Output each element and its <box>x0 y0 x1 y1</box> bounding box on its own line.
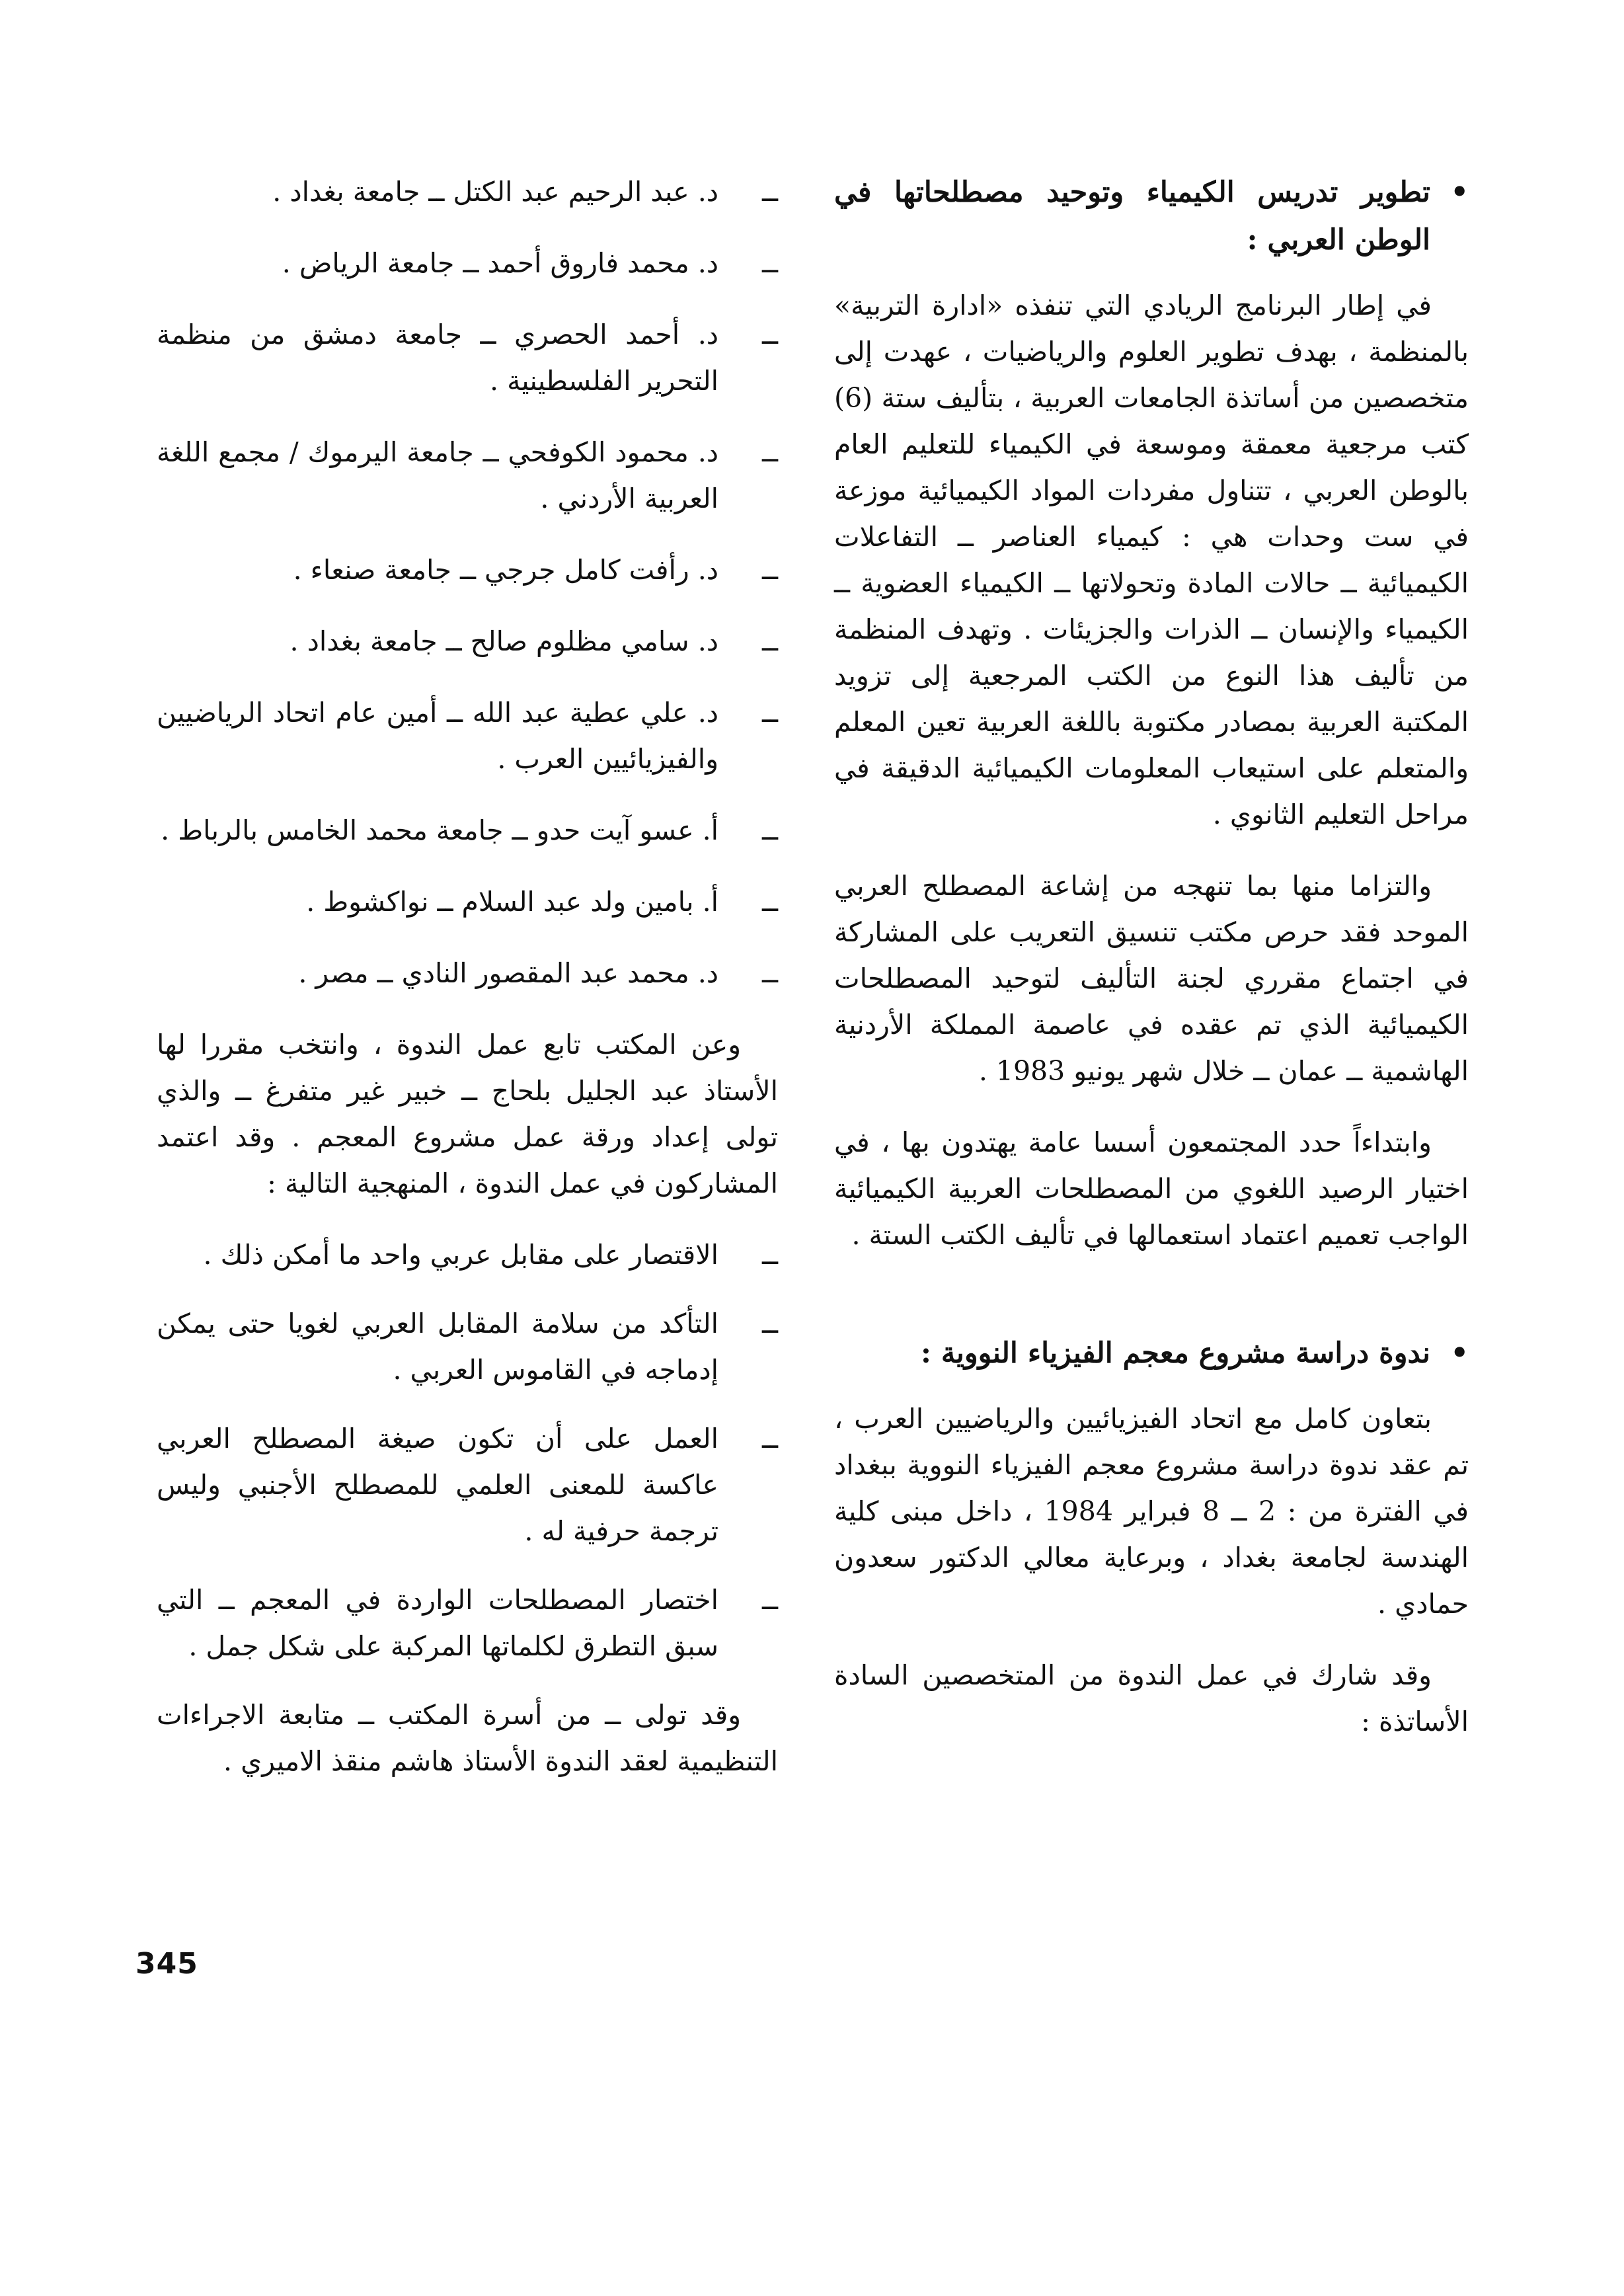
bullet-icon: • <box>1450 1337 1469 1370</box>
participant-name: د. سامي مظلوم صالح ــ جامعة بغداد . <box>290 625 718 657</box>
list-item <box>157 618 778 664</box>
list-item <box>157 807 778 853</box>
dash-icon: ــ <box>761 886 778 918</box>
dash-icon: ــ <box>761 697 778 729</box>
list-item <box>157 690 778 782</box>
dash-icon: ــ <box>761 1423 778 1454</box>
dash-icon: ــ <box>761 814 778 846</box>
dash-icon: ــ <box>761 319 778 350</box>
methodology-item: اختصار المصطلحات الواردة في المعجم ــ التي سبق التطرق لكلماتها المركبة على شكل جمل . <box>157 1584 718 1662</box>
list-item <box>157 950 778 996</box>
dash-icon: ــ <box>761 1584 778 1616</box>
heading-text: تطوير تدريس الكيمياء وتوحيد مصطلحاتها في الوطن العربي : <box>834 176 1430 257</box>
dash-icon: ــ <box>761 957 778 989</box>
paragraph: وقد شارك في عمل الندوة من المتخصصين السادة الأساتذة : <box>834 1659 1469 1737</box>
paragraph: في إطار البرنامج الريادي التي تنفذه «ادارة التربية» بالمنظمة ، بهدف تطوير العلوم والرياضيات ، عهدت إلى متخصصين من أساتذة الجامعات العربية ، بتأليف ستة (6) كتب مرجعية معمقة وموسعة في الكيمياء للتعليم العام بالوطن العربي ، تتناول مفردات المواد الكيميائية موزعة في ست وحدات هي : كيمياء العناصر ــ التفاعلات الكيميائية ــ حالات المادة وتحولاتها ــ الكيمياء العضوية ــ الكيمياء والإنسان ــ الذرات والجزيئات . وتهدف المنظمة من تأليف هذا النوع من الكتب المرجعية إلى تزويد المكتبة العربية بمصادر مكتوبة باللغة العربية تعين المعلم والمتعلم على استيعاب المعلومات الكيميائية الدقيقة في مراحل التعليم الثانوي . <box>834 290 1469 830</box>
paragraph: وعن المكتب تابع عمل الندوة ، وانتخب مقررا لها الأستاذ عبد الجليل بلحاج ــ خبير غير متفرغ ــ والذي تولى إعداد ورقة عمل مشروع المعجم . وقد اعتمد المشاركون في عمل الندوة ، المنهجية التالية : <box>157 1029 778 1199</box>
dash-icon: ــ <box>761 625 778 657</box>
dash-icon: ــ <box>761 554 778 586</box>
participant-name: د. محمود الكوفحي ــ جامعة اليرموك / مجمع اللغة العربية الأردني . <box>157 436 718 514</box>
participant-name: د. رأفت كامل جرجي ــ جامعة صنعاء . <box>293 554 718 586</box>
paragraph: وقد تولى ــ من أسرة المكتب ــ متابعة الاجراءات التنظيمية لعقد الندوة الأستاذ هاشم منقذ الاميري . <box>157 1699 778 1777</box>
dash-icon: ــ <box>761 247 778 279</box>
list-item <box>157 311 778 404</box>
list-item <box>157 1415 778 1554</box>
methodology-item: الاقتصار على مقابل عربي واحد ما أمكن ذلك . <box>203 1239 718 1271</box>
paragraph: وابتداءاً حدد المجتمعون أسسا عامة يهتدون بها ، في اختيار الرصيد اللغوي من المصطلحات العربية الكيميائية الواجب تعميم اعتماد استعمالها في تأليف الكتب الستة . <box>834 1127 1469 1251</box>
heading-text: ندوة دراسة مشروع معجم الفيزياء النووية : <box>921 1337 1430 1370</box>
list-item <box>157 547 778 593</box>
dash-icon: ــ <box>761 1239 778 1271</box>
dash-icon: ــ <box>761 1308 778 1339</box>
paragraph: والتزاما منها بما تنهجه من إشاعة المصطلح العربي الموحد فقد حرص مكتب تنسيق التعريب على المشاركة في اجتماع مقرري لجنة التأليف لتوحيد المصطلحات الكيميائية الذي تم عقده في عاصمة المملكة الأردنية الهاشمية ــ عمان ــ خلال شهر يونيو 1983 . <box>834 870 1469 1087</box>
participant-name: أ. عسو آيت حدو ــ جامعة محمد الخامس بالرباط . <box>161 814 718 846</box>
participant-name: د. عبد الرحيم عبد الكتل ــ جامعة بغداد . <box>272 176 718 208</box>
list-item <box>157 1577 778 1669</box>
bullet-icon: • <box>1450 176 1469 209</box>
right-column <box>834 169 1469 1770</box>
paragraph: بتعاون كامل مع اتحاد الفيزيائيين والرياضيين العرب ، تم عقد ندوة دراسة مشروع معجم الفيزياء النووية ببغداد في الفترة من : 2 ــ 8 فبراير 1984 ، داخل مبنى كلية الهندسة لجامعة بغداد ، وبرعاية معالي الدكتور سعدون حمادي . <box>834 1403 1469 1620</box>
methodology-item: التأكد من سلامة المقابل العربي لغويا حتى يمكن إدماجه في القاموس العربي . <box>157 1308 718 1386</box>
dash-icon: ــ <box>761 176 778 208</box>
participant-name: د. محمد فاروق أحمد ــ جامعة الرياض . <box>282 247 718 279</box>
section-heading-chemistry <box>834 169 1469 264</box>
section-heading-physics <box>834 1329 1469 1377</box>
participant-name: د. محمد عبد المقصور النادي ــ مصر . <box>298 957 718 989</box>
dash-icon: ــ <box>761 436 778 468</box>
list-item <box>157 169 778 215</box>
list-item <box>157 879 778 925</box>
left-column <box>157 169 778 1809</box>
page-number: 345 <box>135 1947 198 1981</box>
list-item <box>157 1300 778 1393</box>
participant-name: د. علي عطية عبد الله ــ أمين عام اتحاد الرياضيين والفيزيائيين العرب . <box>157 697 718 775</box>
participant-name: أ. بامين ولد عبد السلام ــ نواكشوط . <box>306 886 718 918</box>
list-item <box>157 1232 778 1278</box>
methodology-item: العمل على أن تكون صيغة المصطلح العربي عاكسة للمعنى العلمي للمصطلح الأجنبي وليس ترجمة حرفية له . <box>157 1423 718 1547</box>
participant-name: د. أحمد الحصري ــ جامعة دمشق من منظمة التحرير الفلسطينية . <box>157 319 718 397</box>
list-item <box>157 240 778 286</box>
list-item <box>157 429 778 522</box>
